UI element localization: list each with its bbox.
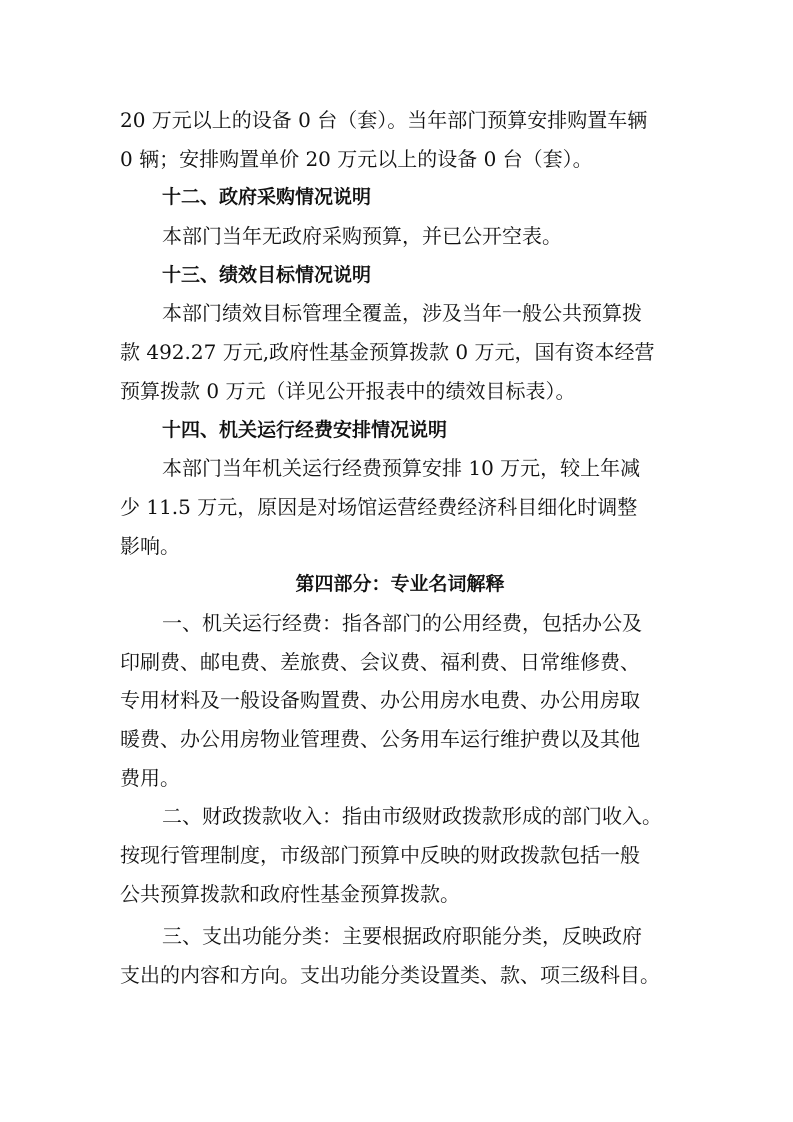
text-line: 影响。 (120, 533, 180, 558)
text-line: 二、财政拨款收入：指由市级财政拨款形成的部门收入。 (162, 804, 662, 829)
text-line: 按现行管理制度，市级部门预算中反映的财政拨款包括一般 (120, 843, 640, 868)
text-line: 预算拨款 0 万元（详见公开报表中的绩效目标表）。 (120, 378, 576, 403)
text-line: 一、机关运行经费：指各部门的公用经费，包括办公及 (162, 610, 642, 635)
text-line: 支出的内容和方向。支出功能分类设置类、款、项三级科目。 (120, 963, 660, 988)
text-line: 专用材料及一般设备购置费、办公用房水电费、办公用房取 (120, 688, 640, 713)
text-line: 公共预算拨款和政府性基金预算拨款。 (120, 881, 460, 906)
part-four-title: 第四部分：专业名词解释 (295, 573, 505, 596)
text-line: 印刷费、邮电费、差旅费、会议费、福利费、日常维修费、 (120, 649, 640, 674)
text-line: 0 辆；安排购置单价 20 万元以上的设备 0 台（套）。 (120, 146, 593, 171)
section-heading-12: 十二、政府采购情况说明 (162, 186, 372, 209)
section-heading-14: 十四、机关运行经费安排情况说明 (162, 418, 448, 441)
section-heading-13: 十三、绩效目标情况说明 (162, 263, 372, 286)
text-line: 少 11.5 万元，原因是对场馆运营经费经济科目细化时调整 (120, 494, 638, 519)
text-line: 本部门绩效目标管理全覆盖，涉及当年一般公共预算拨 (162, 301, 642, 326)
text-line: 暖费、办公用房物业管理费、公务用车运行维护费以及其他 (120, 727, 640, 751)
text-line: 本部门当年机关运行经费预算安排 10 万元，较上年减 (162, 456, 641, 481)
document-body (120, 101, 680, 995)
text-line: 三、支出功能分类：主要根据政府职能分类，反映政府 (162, 924, 642, 949)
text-line: 20 万元以上的设备 0 台（套）。当年部门预算安排购置车辆 (120, 108, 648, 132)
text-line: 款 492.27 万元,政府性基金预算拨款 0 万元，国有资本经营 (120, 340, 655, 365)
text-line: 本部门当年无政府采购预算，并已公开空表。 (162, 224, 562, 249)
text-line: 费用。 (120, 765, 180, 790)
